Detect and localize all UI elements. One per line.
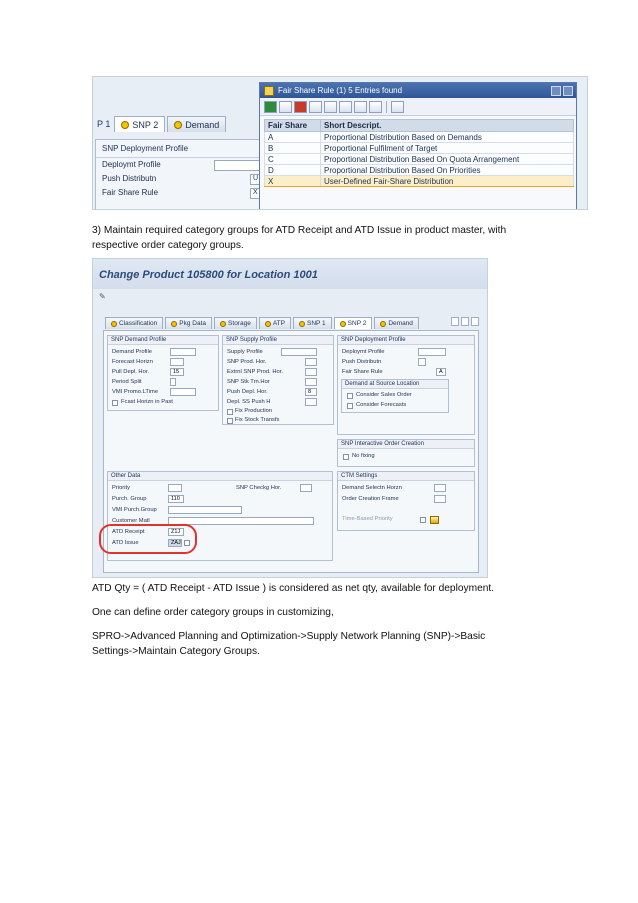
choose-icon[interactable] — [279, 101, 292, 113]
fcast-horizn-past-checkbox[interactable] — [112, 400, 118, 406]
cell-desc: Proportional Fulfilment of Target — [321, 143, 574, 154]
consider-sales-order-checkbox[interactable] — [347, 393, 353, 399]
table-row[interactable] — [265, 154, 574, 165]
cell-key: A — [265, 132, 321, 143]
tab-snp2[interactable] — [334, 317, 373, 329]
tab-demand[interactable] — [167, 116, 226, 132]
export-icon[interactable] — [369, 101, 382, 113]
snp-prod-hor-label: SNP Prod. Hor. — [227, 359, 267, 365]
tab-status-icon — [299, 321, 305, 327]
cell-desc: Proportional Distribution Based On Quota Arrangement — [321, 154, 574, 165]
time-based-priority-label: Time-Based Priority — [342, 516, 393, 522]
depl-ss-push-h-input[interactable] — [305, 398, 317, 406]
tab-label: Storage — [228, 320, 251, 327]
row-label: Push Distributn — [102, 174, 157, 183]
paragraph-line: 3) Maintain required category groups for ATD Receipt and ATD Issue in product master, with — [92, 225, 507, 236]
snp-deployment-profile-group — [337, 335, 475, 435]
snp-checkg-hor-label: SNP Checkg Hor. — [236, 485, 282, 491]
tab-status-icon — [220, 321, 226, 327]
window-title: Change Product 105800 for Location 1001 — [93, 259, 487, 289]
tab-classification[interactable] — [105, 317, 163, 329]
group-title: SNP Deployment Profile — [338, 336, 474, 345]
cell-key: X — [265, 176, 321, 187]
no-fixing-checkbox[interactable] — [343, 454, 349, 460]
tab-label: Classification — [119, 320, 158, 327]
fair-share-rule-input[interactable]: X — [250, 188, 262, 199]
close-icon[interactable] — [563, 86, 573, 96]
priority-input[interactable] — [168, 484, 182, 492]
deployment-profile-group — [95, 139, 267, 210]
deploymt-profile-row — [96, 160, 266, 172]
fix-production-checkbox[interactable] — [227, 409, 233, 415]
table-row[interactable] — [265, 132, 574, 143]
snp-stk-trn-hor-label: SNP Stk Trn.Hor — [227, 379, 270, 385]
supply-profile-input[interactable] — [281, 348, 317, 356]
favorite-icon[interactable] — [391, 101, 404, 113]
cell-key: D — [265, 165, 321, 176]
pull-depl-hor-label: Pull Depl. Hor. — [112, 369, 150, 375]
popup-titlebar — [260, 83, 576, 98]
group-title: Other Data — [108, 472, 332, 481]
demand-selectn-horzn-label: Demand Selectn Horzn — [342, 485, 402, 491]
tab-status-icon — [380, 321, 386, 327]
cell-desc: User-Defined Fair-Share Distribution — [321, 176, 574, 187]
vmi-promo-ltime-input[interactable] — [170, 388, 196, 396]
paragraph-line: SPRO->Advanced Planning and Optimization->Supply Network Planning (SNP)->Basic — [92, 631, 486, 642]
tab-label: Pkg Data — [179, 320, 207, 327]
filter-icon[interactable] — [324, 101, 337, 113]
tab-label: ATP — [272, 320, 285, 327]
fair-share-rule-label: Fair Share Rule — [342, 369, 383, 375]
tab-demand-label: Demand — [185, 119, 220, 130]
tab-snp2[interactable] — [114, 116, 165, 132]
checkbox-label: Fcast Horizn in Past — [121, 399, 173, 405]
group-title: Demand at Source Location — [342, 380, 448, 389]
cancel-icon[interactable] — [294, 101, 307, 113]
tab-demand[interactable] — [374, 317, 419, 329]
group-title: CTM Settings — [338, 472, 474, 481]
column-header-short-descript[interactable]: Short Descript. — [321, 120, 574, 132]
group-title: SNP Deployment Profile — [96, 140, 266, 158]
snp-interactive-order-group — [337, 439, 475, 467]
tab-next-icon[interactable] — [461, 317, 469, 326]
tab-label: Demand — [388, 320, 413, 327]
popup-title: Fair Share Rule (1) 5 Entries found — [278, 86, 403, 95]
popup-toolbar — [260, 98, 576, 116]
customer-matl-input[interactable] — [168, 517, 314, 525]
ctm-settings-group — [337, 471, 475, 531]
tab-label: SNP 2 — [347, 320, 367, 327]
cell-desc: Proportional Distribution Based On Priorities — [321, 165, 574, 176]
push-depl-hor-input[interactable]: 8 — [305, 388, 317, 396]
cell-key: C — [265, 154, 321, 165]
cell-key: B — [265, 143, 321, 154]
toolbar — [93, 289, 487, 303]
table-row[interactable] — [265, 143, 574, 154]
extrnl-snp-prod-hor-label: Extrnl SNP Prod. Hor. — [227, 369, 283, 375]
row-label: Deploymt Profile — [102, 160, 161, 169]
snp-checkg-hor-input[interactable] — [300, 484, 312, 492]
vmi-promo-ltime-label: VMI Promo.LTime — [112, 389, 159, 395]
group-title: SNP Interactive Order Creation — [338, 440, 474, 449]
time-based-priority-checkbox[interactable] — [420, 517, 426, 523]
confirm-icon[interactable] — [264, 101, 277, 113]
checkbox-label: Fix Stock Transfs — [235, 417, 280, 423]
fix-stock-transfs-checkbox[interactable] — [227, 418, 233, 424]
atd-receipt-label: ATD Receipt — [112, 529, 145, 535]
window-icon — [264, 86, 274, 96]
push-distributn-input[interactable] — [418, 358, 426, 366]
snp-stk-trn-hor-input[interactable] — [305, 378, 317, 386]
atd-receipt-input[interactable]: Z1J — [168, 528, 184, 536]
tab-list-icon[interactable] — [471, 317, 479, 326]
change-product-screenshot — [92, 258, 488, 578]
push-distributn-label: Push Distributn — [342, 359, 382, 365]
snp-demand-profile-group — [107, 335, 219, 411]
atd-issue-label: ATD Issue — [112, 540, 139, 546]
forecast-horizn-label: Forecast Horizn — [112, 359, 153, 365]
step-3-paragraph — [92, 223, 506, 253]
window-buttons — [551, 86, 576, 96]
tab-status-icon — [265, 321, 271, 327]
table-row[interactable] — [265, 165, 574, 176]
tab-storage[interactable] — [214, 317, 257, 329]
table-row-selected[interactable] — [265, 176, 574, 187]
checkbox-label: Fix Production — [235, 408, 273, 414]
tab-status-icon — [174, 121, 182, 129]
group-title: SNP Supply Profile — [223, 336, 333, 345]
tab-snp1[interactable] — [293, 317, 332, 329]
find-icon[interactable] — [339, 101, 352, 113]
pull-depl-hor-input[interactable]: 15 — [170, 368, 184, 376]
purch-group-label: Purch. Group — [112, 496, 147, 502]
paragraph-line: respective order category groups. — [92, 240, 244, 251]
snp-supply-profile-group — [222, 335, 334, 425]
vmi-purch-group-input[interactable] — [168, 506, 242, 514]
fair-share-table — [264, 119, 574, 187]
demand-profile-label: Demand Profile — [112, 349, 152, 355]
period-split-input[interactable] — [170, 378, 176, 386]
forecast-horizn-input[interactable] — [170, 358, 184, 366]
tab-status-icon — [111, 321, 117, 327]
tab-atp[interactable] — [259, 317, 291, 329]
tab-status-icon — [171, 321, 177, 327]
customizing-paragraph: One can define order category groups in customizing, — [92, 607, 334, 618]
push-depl-hor-label: Push Depl. Hor. — [227, 389, 268, 395]
consider-forecasts-checkbox[interactable] — [347, 403, 353, 409]
highlight-circle — [99, 524, 197, 554]
tab-snp2-label: SNP 2 — [132, 119, 159, 130]
tab-pkg-data[interactable] — [165, 317, 212, 329]
priority-label: Priority — [112, 485, 131, 491]
sort-icon[interactable] — [309, 101, 322, 113]
settings-icon[interactable] — [430, 516, 439, 524]
fair-share-rule-row — [96, 188, 266, 200]
table-header-row — [265, 120, 574, 132]
tab-nav — [451, 317, 479, 326]
tab-label: SNP 1 — [307, 320, 326, 327]
spro-path-paragraph — [92, 629, 485, 659]
order-creation-frame-input[interactable] — [434, 495, 446, 503]
checkbox-label: Consider Sales Order — [356, 392, 412, 398]
tab-strip — [105, 317, 419, 329]
tab-strip — [93, 115, 268, 133]
deploymt-profile-input[interactable] — [418, 348, 446, 356]
customer-matl-label: Customer Matl — [112, 518, 150, 524]
extrnl-snp-prod-hor-input[interactable] — [305, 368, 317, 376]
column-header-fair-share[interactable]: Fair Share — [265, 120, 321, 132]
group-title: SNP Demand Profile — [108, 336, 218, 345]
minimize-icon[interactable] — [551, 86, 561, 96]
tab-status-icon — [340, 321, 346, 327]
atd-qty-paragraph: ATD Qty = ( ATD Receipt - ATD Issue ) is considered as net qty, available for deployment. — [92, 583, 495, 594]
atd-issue-input[interactable]: ZAJ — [168, 539, 182, 547]
checkbox-label: Consider Forecasts — [356, 402, 407, 408]
depl-ss-push-h-label: Depl. SS Push H — [227, 399, 271, 405]
toolbar-separator — [386, 101, 387, 113]
tab-p1[interactable]: P 1 — [97, 119, 111, 129]
paragraph-line: Settings->Maintain Category Groups. — [92, 646, 260, 657]
purch-group-input[interactable]: 110 — [168, 495, 184, 503]
push-distributn-row — [96, 174, 266, 186]
supply-profile-label: Supply Profile — [227, 349, 263, 355]
push-distributn-input[interactable]: U — [250, 174, 262, 185]
tab-status-icon — [121, 121, 129, 129]
deploymt-profile-label: Deploymt Profile — [342, 349, 385, 355]
deploymt-profile-input[interactable] — [214, 160, 262, 171]
demand-profile-input[interactable] — [170, 348, 196, 356]
cell-desc: Proportional Distribution Based on Demands — [321, 132, 574, 143]
other-product-icon[interactable]: ✎ — [99, 291, 106, 301]
demand-selectn-horzn-input[interactable] — [434, 484, 446, 492]
vmi-purch-group-label: VMI Purch.Group — [112, 507, 157, 513]
tab-prev-icon[interactable] — [451, 317, 459, 326]
print-icon[interactable] — [354, 101, 367, 113]
checkbox-label: No fixing — [352, 453, 375, 459]
order-creation-frame-label: Order Creation Frame — [342, 496, 399, 502]
snp-prod-hor-input[interactable] — [305, 358, 317, 366]
period-split-label: Period Split — [112, 379, 142, 385]
row-label: Fair Share Rule — [102, 188, 159, 197]
fair-share-popup — [259, 82, 577, 210]
fair-share-screenshot — [92, 76, 588, 210]
demand-at-source-group — [341, 379, 449, 413]
fair-share-rule-input[interactable]: A — [436, 368, 446, 376]
